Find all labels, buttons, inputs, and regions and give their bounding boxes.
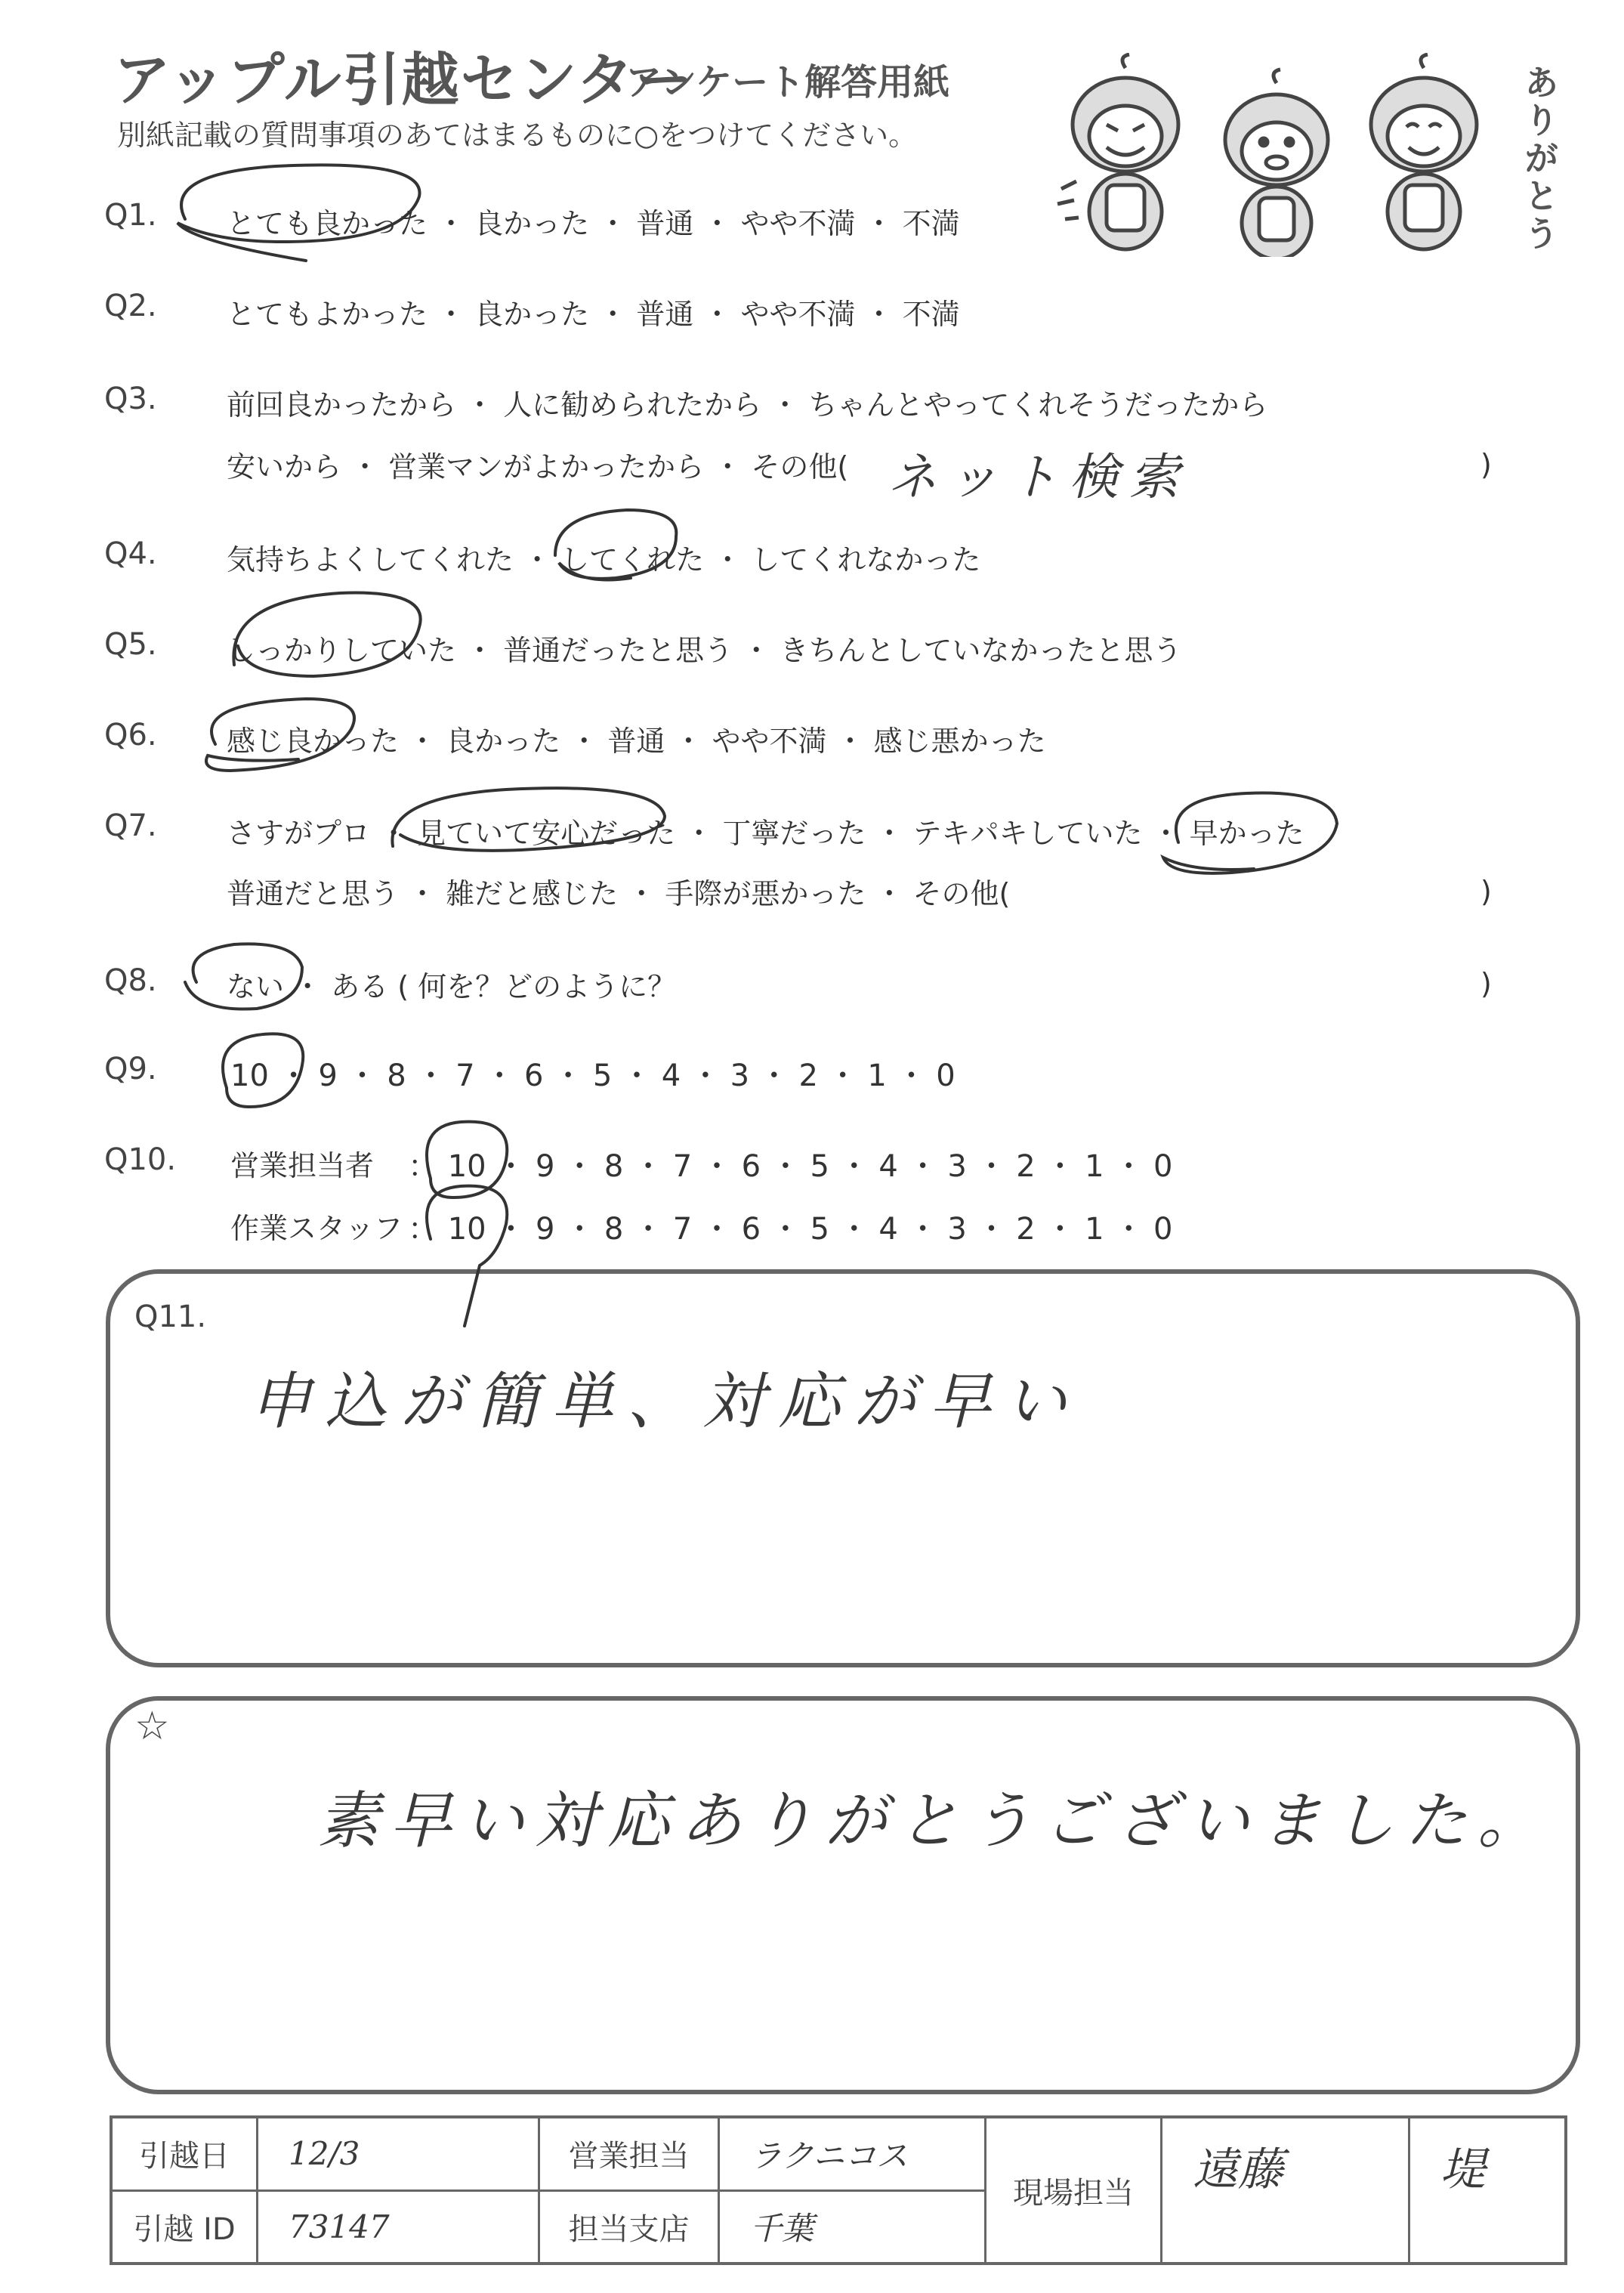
q10-staff-label: 作業スタッフ [230,1212,403,1245]
q7-circle-mark-2 [1163,793,1337,873]
q2-options: とてもよかった ・ 良かった ・ 普通 ・ やや不満 ・ 不満 [227,298,960,331]
q3-options-line2: 安いから ・ 営業マンがよかったから ・ その他( [227,450,849,484]
q7-options-line1: さすがプロ ・ 見ていて安心だった ・ 丁寧だった ・ テキパキしていた ・ 早かった [227,817,1304,850]
q6-circle-mark [206,699,354,771]
q8-label: Q8. [104,963,157,998]
q3-handwritten-other: ネット検索 [888,448,1190,506]
sales-rep-value: ラクニコス [719,2117,986,2190]
q2-label: Q2. [104,289,157,323]
q10-staff-scale: ： 10 ・ 9 ・ 8 ・ 7 ・ 6 ・ 5 ・ 4 ・ 3 ・ 2 ・ 1 ・ 0 [408,1212,1173,1247]
q6-options: 感じ良かった ・ 良かった ・ 普通 ・ やや不満 ・ 感じ悪かった [227,725,1046,758]
q5-label: Q5. [104,627,157,662]
move-id-label: 引越 ID [111,2190,258,2264]
move-id-value: 73147 [258,2190,539,2264]
site-staff-2: 堤 [1409,2117,1566,2264]
form-subtitle: アンケート解答用紙 [625,61,950,104]
site-staff-1: 遠藤 [1162,2117,1409,2264]
q1-label: Q1. [104,198,157,233]
q4-circle-mark [555,510,676,580]
star-handwritten-answer: 素早い対応ありがとうございました。 [317,1785,1550,1857]
q6-label: Q6. [104,718,157,752]
sales-rep-label: 営業担当 [539,2117,719,2190]
q4-label: Q4. [104,536,157,571]
q10-sales-label: 営業担当者 [230,1149,375,1182]
q5-circle-mark [233,593,420,676]
q11-label: Q11. [134,1299,207,1334]
q7-close-paren: ) [1480,875,1492,908]
q5-options: しっかりしていた ・ 普通だったと思う ・ きちんとしていなかったと思う [227,634,1182,667]
move-date-value: 12/3 [258,2117,539,2190]
instruction-text: 別紙記載の質問事項のあてはまるものに○をつけてください。 [117,119,918,152]
q8-options: ない ・ ある ( 何を？どのように？ [227,970,677,1003]
q8-close-paren: ) [1480,967,1492,1000]
thanks-text: ありがとう [1519,64,1560,253]
q9-scale: 10 ・ 9 ・ 8 ・ 7 ・ 6 ・ 5 ・ 4 ・ 3 ・ 2 ・ 1 ・ 0 [230,1058,956,1093]
branch-value: 千葉 [719,2190,986,2264]
site-staff-label: 現場担当 [986,2117,1162,2264]
star-label: ☆ [134,1704,170,1749]
q3-options-line1: 前回良かったから ・ 人に勧められたから ・ ちゃんとやってくれそうだったから [227,388,1268,422]
q1-circle-mark [178,165,419,261]
company-title: アップル引越センター [113,46,694,113]
q10-label: Q10. [104,1142,177,1177]
q10-sales-scale: ： 10 ・ 9 ・ 8 ・ 7 ・ 6 ・ 5 ・ 4 ・ 3 ・ 2 ・ 1 ・ 0 [408,1149,1173,1184]
q4-options: 気持ちよくしてくれた ・ してくれた ・ してくれなかった [227,543,981,576]
q3-close-paren: ) [1480,448,1492,481]
move-date-label: 引越日 [111,2117,258,2190]
q11-handwritten-answer: 申込が簡単、対応が早い [249,1366,1080,1438]
q9-label: Q9. [104,1052,157,1086]
q7-circle-mark-1 [392,788,665,851]
q3-label: Q3. [104,382,157,416]
q7-label: Q7. [104,808,157,843]
branch-label: 担当支店 [539,2190,719,2264]
q10-staff-circle-mark [427,1186,507,1326]
q8-circle-mark [185,944,302,1009]
q9-circle-mark [223,1034,303,1107]
q7-options-line2: 普通だと思う ・ 雑だと感じた ・ 手際が悪かった ・ その他( [227,877,1011,910]
q1-options: とても良かった ・ 良かった ・ 普通 ・ やや不満 ・ 不満 [227,207,960,240]
